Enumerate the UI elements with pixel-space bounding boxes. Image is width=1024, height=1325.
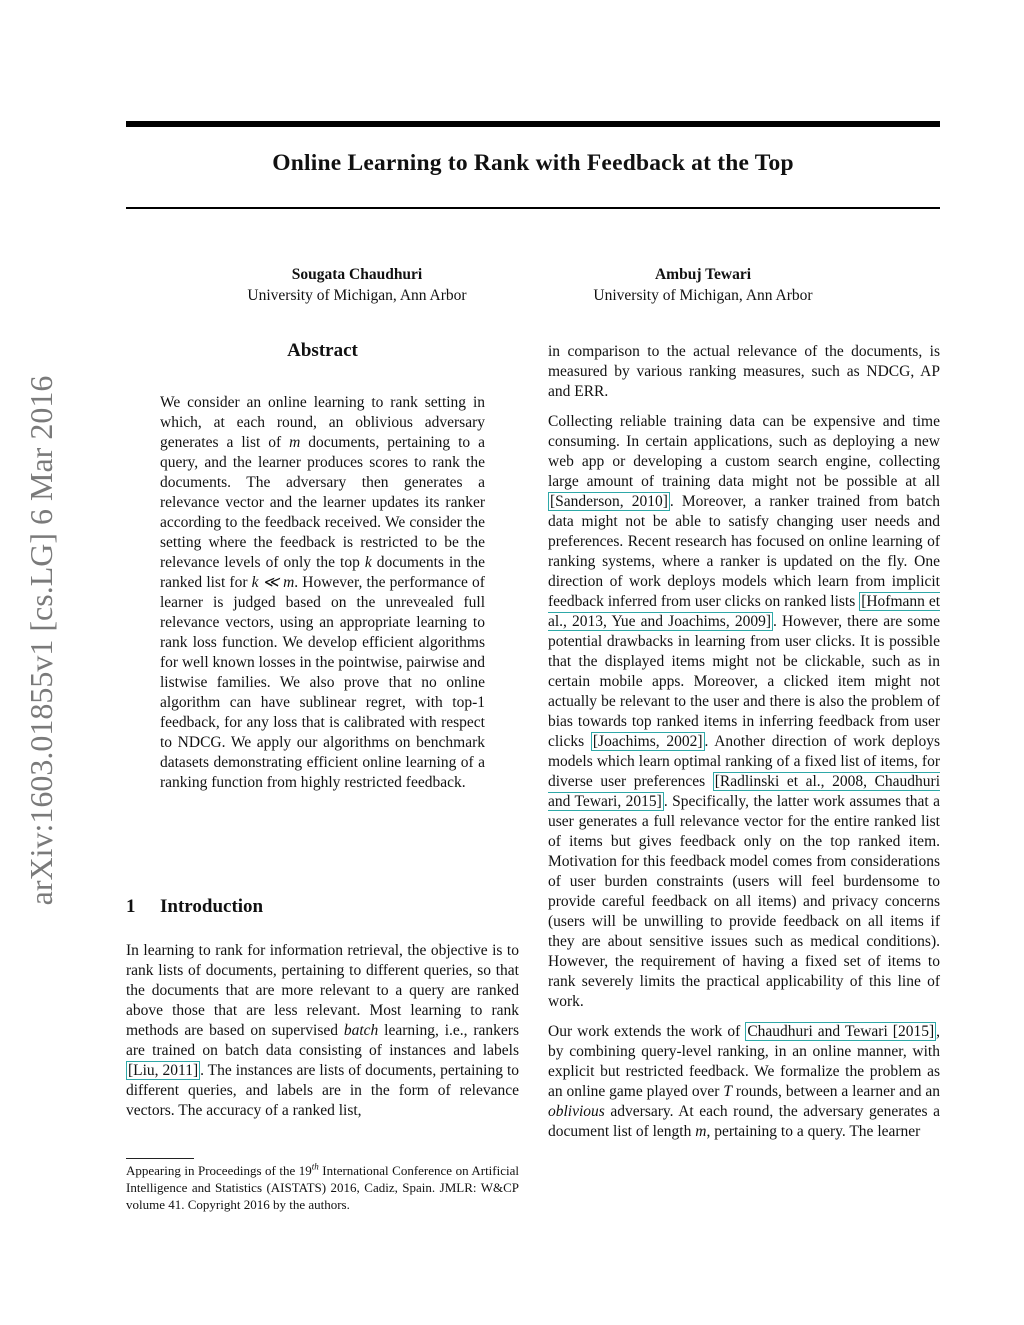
title-rule-bottom [126,207,940,209]
right-column [548,342,940,1142]
author-affiliation: University of Michigan, Ann Arbor [247,287,467,304]
section-heading-introduction [126,896,263,918]
abstract-heading: Abstract [287,340,358,361]
author-name: Sougata Chaudhuri [291,266,423,283]
title-rule-top [126,121,940,127]
section-title: Introduction [160,896,264,917]
citation-link[interactable]: [Joachims, 2002] [592,733,703,750]
footnote-rule [126,1158,194,1159]
citation-link[interactable]: [Sanderson, 2010] [550,493,668,510]
abstract-paragraph: We consider an online learning to rank setting in which, at each round, an oblivious adversary generates a list of m documents, pertaining to a query, and the learner produces scores to rank the documents. The adversary then generates a relevance vector and the learner updates its ranker according to the feedback received. We consider the setting where the feedback is restricted to be the relevance levels of only the top k documents in the ranked list for k ≪ m. However, the performance of learner is judged based on the unrevealed full relevance vectors, using an appropriate learning to rank loss function. We develop efficient algorithms for well known losses in the pointwise, pairwise and listwise families. We also prove that no online algorithm can have sublinear regret, with top-1 feedback, for any loss that is calibrated with respect to NDCG. We apply our algorithms on benchmark datasets demonstrating efficient online learning of a ranking function from highly restricted feedback. [160,394,486,791]
paragraph: Our work extends the work of Chaudhuri and Tewari [2015] , by combining query-level ranking, in an online manner, with explicit but restricted feedback. We formalize the problem as an online game played over T rounds, between a learner and an oblivious adversary. At each round, the adversary generates a document list of length m, pertaining to a query. The learner [548,1023,940,1140]
paragraph: Collecting reliable training data can be expensive and time consuming. In certain applications, such as deploying a new web app or developing a custom search engine, collecting large amount of training data might not be possible at all [Sanderson, 2010] . Moreover, a ranker trained from batch data might not be able to satisfy changing user needs and preferences. Recent research has focused on online learning of ranking systems, where a ranker is updated on the fly. One direction of work deploys models which learn from implicit feedback inferred from user clicks on ranked lists [Hofmann et al., 2013, Yue and Joachims, 2009] . However, there are some potential drawbacks in learning from user clicks. It is possible that the displayed items might not be clickable, such as in certain mobile apps. Moreover, a clicked item might not actually be relevant to the user and there is also the problem of bias towards top ranked items in inferring feedback from user clicks [Joachims, 2002] . Another direction of work deploys models which learn optimal ranking of a fixed list of items, for diverse user preferences [Radlinski et al., 2008, Chaudhuri and Tewari, 2015] . Specifically, the latter work assumes that a user generates a full relevance vector for the entire ranked list of items but gives feedback only on the top ranked item. Motivation for this feedback model comes from considerations of user burden constraints (users will feel burdensome to provide careful feedback on all items) and privacy concerns (users will be unwilling to provide feedback on all items if they are about sensitive issues such as medical conditions). However, the requirement of having a fixed set of items to rank severely limits the practical applicability of this line of work. [548,413,941,1010]
abstract-body [160,393,485,793]
author-name: Ambuj Tewari [654,266,752,283]
author-2 [553,264,853,306]
author-1 [207,264,507,306]
introduction-body [126,941,519,1121]
paper-title: Online Learning to Rank with Feedback at the Top [272,150,794,176]
arxiv-identifier: arXiv:1603.01855v1 [cs.LG] 6 Mar 2016 [23,375,59,906]
citation-link[interactable]: Chaudhuri and Tewari [2015] [747,1023,935,1040]
author-affiliation: University of Michigan, Ann Arbor [593,287,813,304]
section-number: 1 [126,896,136,917]
footnote: Appearing in Proceedings of the 19th International Conference on Artificial Intelligence and Statistics (AISTATS) 2016, Cadiz, Spain. JMLR: W&CP volume 41. Copyright 2016 by the authors. [126,1161,519,1212]
citation-link[interactable]: [Radlinski et al., 2008, Chaudhuri and Tewari, 2015] [548,773,941,810]
citation-link[interactable]: [Hofmann et al., 2013, Yue and Joachims, 2009] [548,593,941,630]
arxiv-sidebar [20,353,62,928]
citation-link[interactable]: [Liu, 2011] [128,1062,199,1079]
intro-paragraph: In learning to rank for information retrieval, the objective is to rank lists of documents, pertaining to different queries, so that the documents that are more relevant to a query are ranked above those that are less relevant. Most learning to rank methods are based on supervised batch learning, i.e., rankers are trained on batch data consisting of instances and labels [Liu, 2011] . The instances are lists of documents, pertaining to different queries, and labels are in the form of relevance vectors. The accuracy of a ranked list, [126,942,519,1119]
paragraph: in comparison to the actual relevance of the documents, is measured by various ranking measures, such as NDCG, AP and ERR. [548,343,940,400]
